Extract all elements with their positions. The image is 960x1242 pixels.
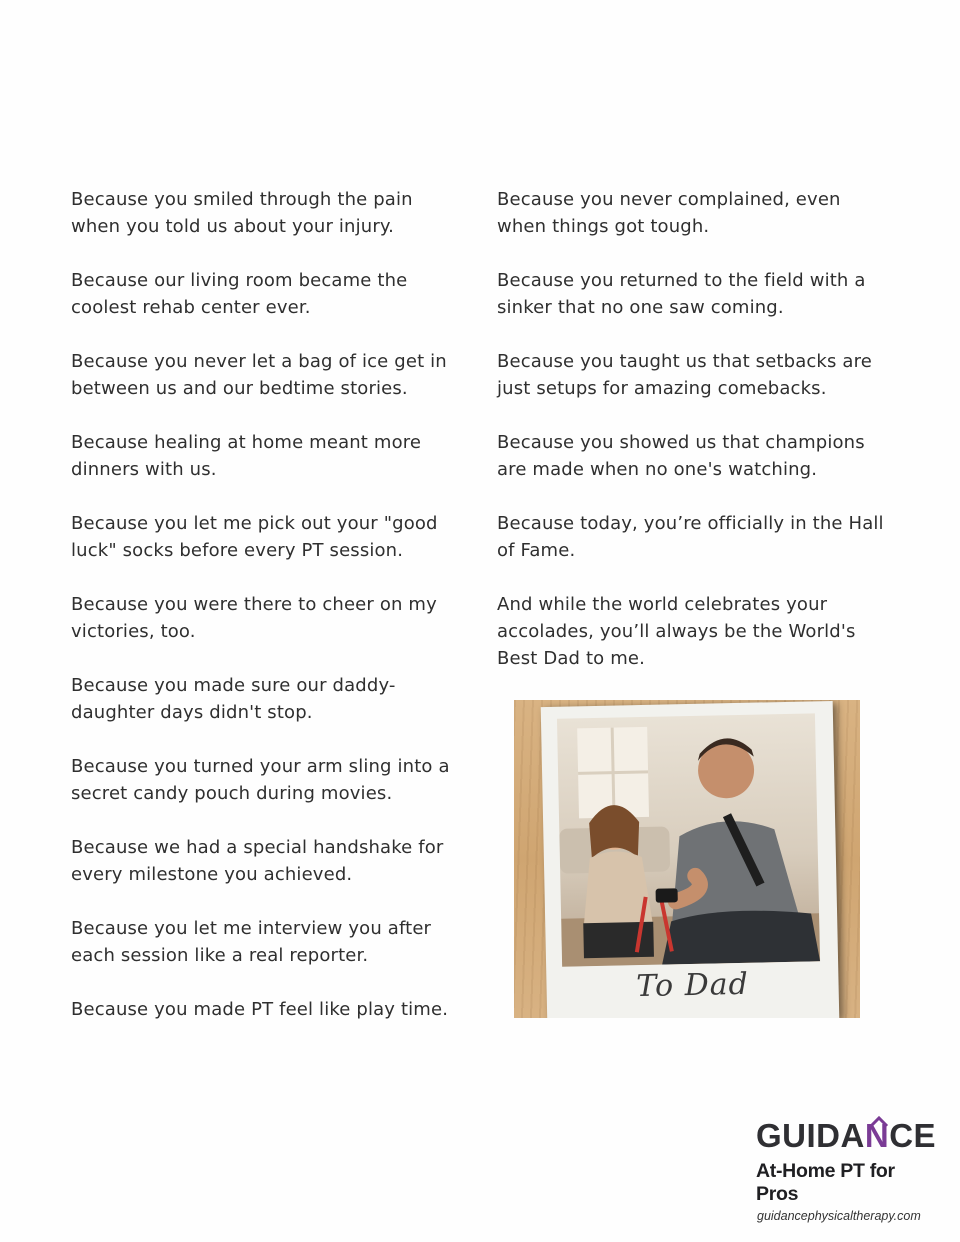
paragraph: Because you returned to the field with a sinker that no one saw coming. xyxy=(497,270,866,318)
paragraph: Because you smiled through the pain when you told us about your injury. xyxy=(71,189,413,237)
paragraph: Because you were there to cheer on my victories, too. xyxy=(71,594,437,642)
paragraph: Because our living room became the coolest rehab center ever. xyxy=(71,270,408,318)
father-daughter-photo xyxy=(557,713,820,966)
photo-caption: To Dad xyxy=(635,966,750,1005)
paragraph: Because you made sure our daddy-daughter days didn't stop. xyxy=(71,675,396,723)
paragraph: Because you showed us that champions are made when no one's watching. xyxy=(497,432,865,480)
paragraph: Because you let me pick out your "good luck" socks before every PT session. xyxy=(71,513,438,561)
logo-tagline: At-Home PT for Pros xyxy=(756,1160,895,1205)
paragraph: Because you taught us that setbacks are just setups for amazing comebacks. xyxy=(497,351,872,399)
paragraph: Because you never complained, even when things got tough. xyxy=(497,189,841,237)
right-column xyxy=(497,186,887,699)
logo-wordmark xyxy=(756,1118,940,1154)
paragraph: Because you never let a bag of ice get in between us and our bedtime stories. xyxy=(71,351,447,399)
paragraph: Because you let me interview you after each session like a real reporter. xyxy=(71,918,432,966)
logo-url: guidancephysicaltherapy.com xyxy=(757,1209,921,1223)
logo-word-n: N xyxy=(864,1117,890,1154)
paragraph: Because you turned your arm sling into a secret candy pouch during movies. xyxy=(71,756,450,804)
paragraph: Because healing at home meant more dinners with us. xyxy=(71,432,422,480)
guidance-logo xyxy=(756,1118,940,1223)
paragraph: Because you made PT feel like play time. xyxy=(71,999,449,1020)
paragraph: Because we had a special handshake for every milestone you achieved. xyxy=(71,837,444,885)
photo-illustration xyxy=(557,713,820,966)
left-column xyxy=(71,186,461,1050)
paragraph: Because today, you’re officially in the Hall of Fame. xyxy=(497,513,884,561)
polaroid-photo-board xyxy=(514,700,860,1018)
polaroid-frame xyxy=(541,701,840,1018)
paragraph: And while the world celebrates your accolades, you’ll always be the World's Best Dad to me. xyxy=(497,594,856,669)
logo-word-end: CE xyxy=(889,1117,937,1154)
logo-word-start: GUIDA xyxy=(756,1117,865,1154)
